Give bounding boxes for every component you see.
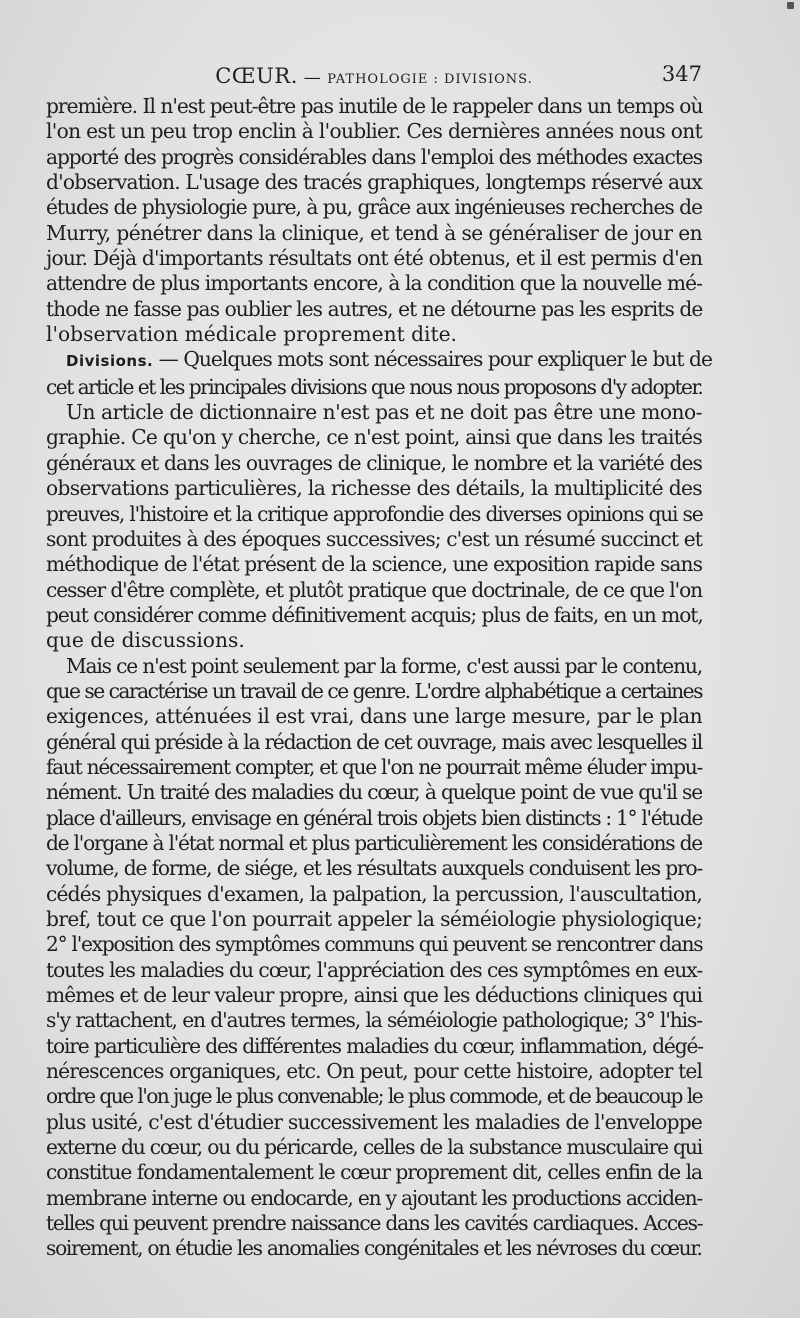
text-line: 2° l'exposition des symptômes communs qui peuvent se rencontrer dans bbox=[46, 932, 703, 957]
text-line: thode ne fasse pas oublier les autres, et ne détourne pas les esprits de bbox=[46, 296, 703, 321]
text-line bbox=[46, 347, 712, 374]
page-header bbox=[46, 60, 702, 90]
text-line: telles qui peuvent prendre naissance dans les cavités cardiaques. Acces- bbox=[46, 1211, 703, 1236]
text-line: plus usité, c'est d'étudier successivement les maladies de l'enveloppe bbox=[46, 1109, 702, 1134]
text-line: graphie. Ce qu'on y cherche, ce n'est point, ainsi que dans les traités bbox=[46, 425, 702, 450]
text-line: attendre de plus importants encore, à la condition que la nouvelle mé- bbox=[46, 271, 703, 296]
text-line: apporté des progrès considérables dans l'emploi des méthodes exactes bbox=[46, 144, 702, 169]
text-line: cet article et les principales divisions que nous nous proposons d'y adopter. bbox=[46, 374, 703, 399]
text-line: toire particulière des différentes maladies du cœur, inflammation, dégé- bbox=[46, 1033, 703, 1058]
running-head bbox=[46, 64, 702, 88]
text-line: l'on est un peu trop enclin à l'oublier. Ces dernières années nous ont bbox=[46, 119, 703, 144]
text-line: volume, de forme, de siége, et les résultats auxquels conduisent les pro- bbox=[46, 856, 703, 881]
running-head-main: CŒUR. bbox=[215, 64, 298, 88]
text-line: s'y rattachent, en d'autres termes, la séméiologie pathologique; 3° l'his- bbox=[46, 1008, 702, 1033]
text-line: l'observation médicale proprement dite. bbox=[46, 322, 457, 347]
text-line: bref, tout ce que l'on pourrait appeler la séméiologie physiologique; bbox=[46, 907, 703, 931]
text-line-content: — Quelques mots sont nécessaires pour expliquer le but de bbox=[153, 347, 712, 372]
body-text bbox=[46, 94, 712, 1262]
text-line: nérescences organiques, etc. On peut, pour cette histoire, adopter tel bbox=[46, 1059, 703, 1084]
paragraph-p2 bbox=[46, 347, 712, 400]
text-line: méthodique de l'état présent de la science, une exposition rapide sans bbox=[46, 552, 702, 577]
running-head-dash: — bbox=[303, 68, 322, 88]
text-line: général qui préside à la rédaction de cet ouvrage, mais avec lesquelles il bbox=[46, 729, 702, 754]
running-head-sub: PATHOLOGIE : DIVISIONS. bbox=[327, 72, 533, 87]
text-line: généraux et dans les ouvrages de clinique, le nombre et la variété des bbox=[46, 450, 702, 475]
text-line: nément. Un traité des maladies du cœur, à quelque point de vue qu'il se bbox=[46, 780, 702, 805]
text-line: que de discussions. bbox=[46, 628, 245, 653]
text-line: cesser d'être complète, et plutôt pratique que doctrinale, de ce que l'on bbox=[46, 577, 703, 602]
text-line: première. Il n'est peut-être pas inutile de le rappeler dans un temps où bbox=[46, 94, 703, 118]
text-line: mêmes et de leur valeur propre, ainsi que les déductions cliniques qui bbox=[46, 983, 702, 1008]
text-line: membrane interne ou endocarde, en y ajoutant les productions acciden- bbox=[46, 1185, 702, 1210]
text-line: toutes les maladies du cœur, l'appréciation des ces symptômes en eux- bbox=[46, 957, 703, 982]
text-line: cédés physiques d'examen, la palpation, la percussion, l'auscultation, bbox=[46, 881, 702, 906]
text-line: exigences, atténuées il est vrai, dans une large mesure, par le plan bbox=[46, 704, 703, 729]
text-line: place d'ailleurs, envisage en général trois objets bien distincts : 1° l'étude bbox=[46, 805, 703, 830]
text-line: Un article de dictionnaire n'est pas et ne doit pas être une mono- bbox=[66, 400, 702, 425]
text-line: de l'organe à l'état normal et plus particulièrement les considérations de bbox=[46, 830, 702, 855]
corner-mark bbox=[787, 2, 794, 9]
text-line: faut nécessairement compter, et que l'on ne pourrait même éluder impu- bbox=[46, 754, 702, 779]
text-line: d'observation. L'usage des tracés graphiques, longtemps réservé aux bbox=[46, 170, 702, 195]
text-line: soirement, on étudie les anomalies congénitales et les névroses du cœur. bbox=[46, 1236, 702, 1261]
text-line: peut considérer comme définitivement acquis; plus de faits, en un mot, bbox=[46, 602, 703, 627]
paragraph-p1 bbox=[46, 94, 702, 347]
text-line: Murry, pénétrer dans la clinique, et tend à se généraliser de jour en bbox=[46, 220, 702, 245]
text-line: observations particulières, la richesse des détails, la multiplicité des bbox=[46, 476, 702, 501]
paragraph-p3 bbox=[46, 400, 702, 653]
text-line: que se caractérise un travail de ce genre. L'ordre alphabétique a certaines bbox=[46, 678, 702, 703]
text-line: sont produites à des époques successives; c'est un résumé succinct et bbox=[46, 526, 702, 551]
text-line: jour. Déjà d'importants résultats ont été obtenus, et il est permis d'en bbox=[46, 246, 703, 271]
page-number: 347 bbox=[661, 62, 702, 86]
text-line: ordre que l'on juge le plus convenable; le plus commode, et de beaucoup le bbox=[46, 1084, 702, 1109]
text-line: externe du cœur, ou du péricarde, celles de la substance musculaire qui bbox=[46, 1135, 702, 1160]
section-heading: Divisions. bbox=[66, 352, 154, 371]
paragraph-p4 bbox=[46, 654, 702, 1262]
text-line: preuves, l'histoire et la critique approfondie des diverses opinions qui se bbox=[46, 501, 703, 526]
text-line: études de physiologie pure, à pu, grâce aux ingénieuses recherches de bbox=[46, 195, 702, 220]
text-line: constitue fondamentalement le cœur proprement dit, celles enfin de la bbox=[46, 1160, 703, 1185]
text-line: Mais ce n'est point seulement par la forme, c'est aussi par le contenu, bbox=[66, 653, 702, 678]
